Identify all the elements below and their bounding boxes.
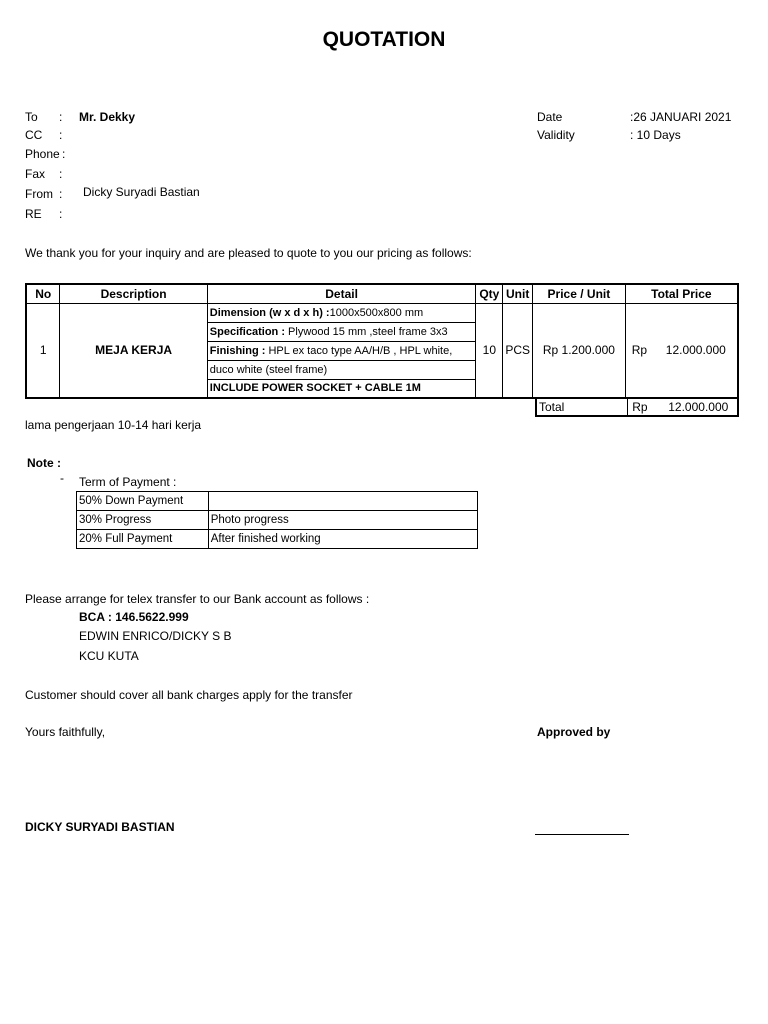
- detail-finishing: Finishing : HPL ex taco type AA/H/B , HPL white,: [207, 341, 476, 360]
- row-no: 1: [26, 303, 60, 398]
- from-colon: :: [59, 187, 63, 201]
- approved-by-label: Approved by: [537, 725, 611, 739]
- phone-colon: :: [62, 147, 66, 161]
- bank-charges-note: Customer should cover all bank charges apply for the transfer: [25, 688, 353, 702]
- term-desc-cell: After finished working: [208, 530, 477, 549]
- note-label: Note :: [27, 456, 61, 470]
- header-no: No: [26, 284, 60, 303]
- fax-colon: :: [59, 167, 63, 181]
- term-desc-cell: [208, 492, 477, 511]
- signer-name: DICKY SURYADI BASTIAN: [25, 820, 175, 834]
- detail-specification: Specification : Plywood 15 mm ,steel frame 3x3: [207, 322, 476, 341]
- row-price-unit: Rp 1.200.000: [533, 303, 626, 398]
- total-amount: [628, 398, 738, 416]
- row-qty: 10: [476, 303, 503, 398]
- to-value: Mr. Dekky: [79, 110, 136, 124]
- term-desc-cell: Photo progress: [208, 511, 477, 530]
- header-unit: Unit: [503, 284, 533, 303]
- bank-holder: EDWIN ENRICO/DICKY S B: [79, 629, 232, 643]
- total-row: [536, 398, 738, 416]
- validity-label: Validity: [537, 128, 575, 142]
- from-label: From: [25, 187, 53, 201]
- total-currency: Rp: [632, 400, 648, 414]
- bank-intro: Please arrange for telex transfer to our Bank account as follows :: [25, 592, 370, 606]
- header-total-price: Total Price: [625, 284, 738, 303]
- validity-value: : 10 Days: [630, 128, 681, 142]
- re-colon: :: [59, 207, 63, 221]
- cc-colon: :: [59, 128, 63, 142]
- date-label: Date: [537, 110, 563, 124]
- quotation-table: [25, 283, 739, 399]
- from-value: Dicky Suryadi Bastian: [83, 185, 200, 199]
- row-unit: PCS: [503, 303, 533, 398]
- header-detail: Detail: [207, 284, 476, 303]
- term-cell: 50% Down Payment: [77, 492, 209, 511]
- total-label: Total: [536, 398, 628, 416]
- row-description: MEJA KERJA: [60, 303, 207, 398]
- document-title: QUOTATION: [322, 28, 446, 51]
- row-total-value: 12.000.000: [665, 343, 726, 358]
- term-cell: 20% Full Payment: [77, 530, 209, 549]
- to-colon: :: [59, 110, 63, 124]
- total-table: [535, 397, 739, 417]
- phone-label: Phone: [25, 147, 60, 161]
- re-label: RE: [25, 207, 42, 221]
- detail-include: INCLUDE POWER SOCKET + CABLE 1M: [207, 379, 476, 398]
- table-row: [26, 303, 738, 322]
- work-duration: lama pengerjaan 10-14 hari kerja: [25, 418, 202, 432]
- to-label: To: [25, 110, 38, 124]
- detail-dimension: Dimension (w x d x h) :1000x500x800 mm: [207, 303, 476, 322]
- total-value: 12.000.000: [668, 400, 729, 414]
- header-description: Description: [60, 284, 207, 303]
- row-total-price: [625, 303, 738, 398]
- cc-label: CC: [25, 128, 43, 142]
- intro-text: We thank you for your inquiry and are pleased to quote to you our pricing as follows:: [25, 246, 472, 260]
- bank-branch: KCU KUTA: [79, 649, 139, 663]
- header-qty: Qty: [476, 284, 503, 303]
- note-dash: -: [60, 471, 64, 485]
- approval-signature-line: [535, 834, 629, 835]
- term-cell: 30% Progress: [77, 511, 209, 530]
- date-value: :26 JANUARI 2021: [630, 110, 732, 124]
- payment-terms-table: [76, 491, 478, 549]
- bank-account: BCA : 146.5622.999: [79, 610, 189, 624]
- row-total-currency: Rp: [631, 343, 648, 358]
- table-row: [77, 492, 478, 511]
- closing-text: Yours faithfully,: [25, 725, 106, 739]
- table-row: [77, 511, 478, 530]
- table-header-row: [26, 284, 738, 303]
- fax-label: Fax: [25, 167, 46, 181]
- header-price-unit: Price / Unit: [533, 284, 626, 303]
- detail-finishing-cont: duco white (steel frame): [207, 360, 476, 379]
- term-of-payment-label: Term of Payment :: [79, 475, 177, 489]
- table-row: [77, 530, 478, 549]
